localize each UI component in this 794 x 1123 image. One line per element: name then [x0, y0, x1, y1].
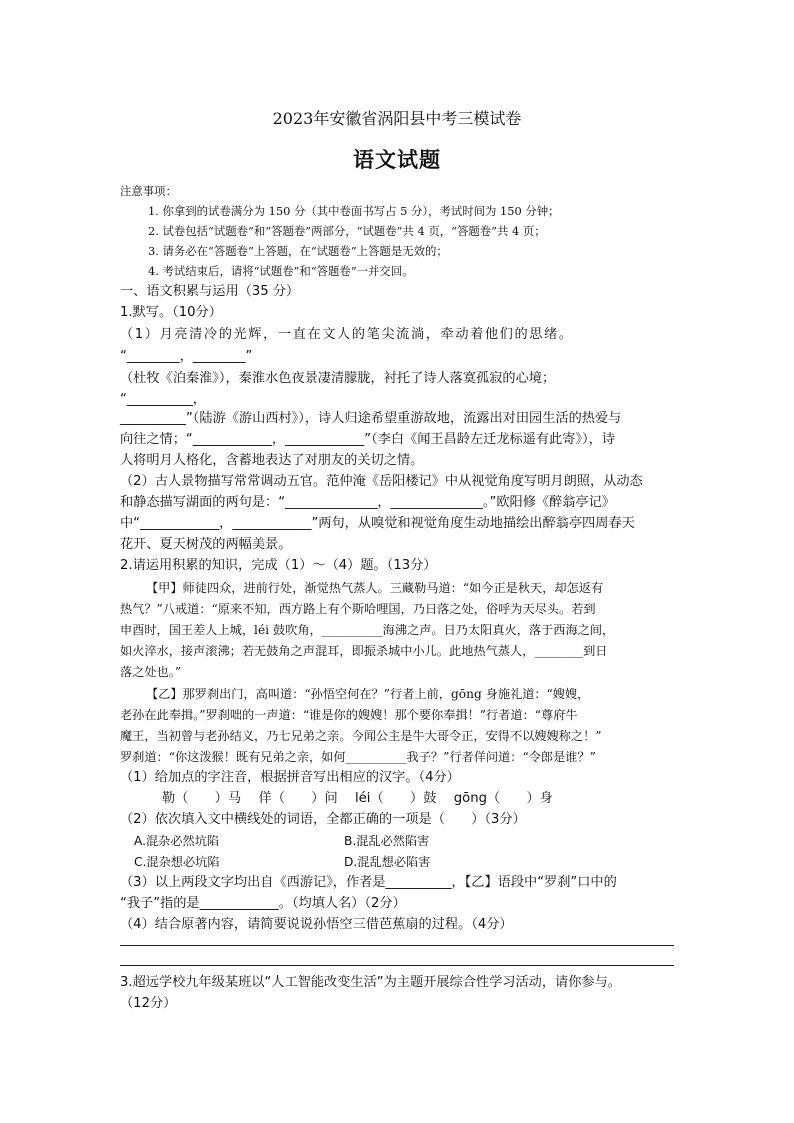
notice-item: 3. 请务必在“答题卷”上答题，在“试题卷”上答题是无效的；: [148, 244, 448, 258]
passage-b-line: 罗刹道：“你这泼猴！既有兄弟之亲，如何__________我子？”行者佯问道：“令郎是谁？”: [120, 750, 596, 764]
passage-a-line: 如火淬水，接声滚沸；若无鼓角之声混耳，即振杀城中小儿。此地热气蒸人，________到日: [120, 644, 608, 658]
passage-b-line: 魔王，当初曾与老孙结义，乃七兄弟之亲。今闻公主是牛大哥令正，安得不以嫂嫂称之！”: [120, 729, 602, 743]
passage-a-line: 热气？”八戒道：“原来不知，西方路上有个斯哈哩国，乃日落之处，俗呼为天尽头。若到: [120, 602, 596, 616]
question-3-title: 3.超远学校九年级某班以“人工智能改变生活”为主题开展综合性学习活动，请你参与。: [120, 975, 621, 990]
exam-title: 2023年安徽省涡阳县中考三模试卷: [272, 109, 522, 128]
q1-line: 和静态描写湖面的两句是：“______________，______________。”欧阳修《醉翁亭记》: [120, 495, 615, 510]
option-d: D.混乱想必陷害: [344, 855, 431, 869]
passage-a-line: 落之处也。”: [120, 665, 182, 679]
notice-item: 2. 试卷包括“试题卷”和“答题卷”两部分，“试题卷”共 4 页，“答题卷”共 4 页；: [148, 224, 546, 238]
q2-sub3: （3）以上两段文字均出自《西游记》，作者是__________，【乙】语段中“罗刹”口中的: [120, 875, 617, 890]
section-heading: 一、语文积累与运用（35 分）: [120, 284, 300, 299]
q1-line: 人将明月人格化，含蓄地表达了对朋友的关切之情。: [120, 453, 424, 468]
q1-line: 花开、夏天树茂的两幅美景。: [120, 537, 292, 552]
notice-item: 4. 考试结束后，请将“试题卷”和“答题卷”一并交回。: [148, 264, 414, 278]
q1-line: （杜牧《泊秦淮》），秦淮水色夜景凄清朦胧，衬托了诗人落寞孤寂的心境；: [120, 371, 556, 386]
q1-line: 中“____________，____________”两句，从嗅觉和视觉角度生动地描绘出醉翁亭四周春天: [120, 516, 635, 531]
option-a: A.混杂必然坑陷: [134, 834, 220, 848]
q1-line: __________”（陆游《游山西村》），诗人归途希望重游故地，流露出对田园生活的热爱与: [120, 411, 622, 426]
option-c: C.混杂想必坑陷: [134, 855, 220, 869]
passage-b-line: 【乙】那罗刹出门，高叫道：“孙悟空何在？”行者上前，gōng 身施礼道：“嫂嫂，: [146, 687, 590, 701]
q2-sub1: （1）给加点的字注音，根据拼音写出相应的汉字。（4分）: [120, 770, 460, 785]
q2-sub3: “我子”指的是____________。（均填人名）（2分）: [120, 896, 406, 911]
passage-a-line: 申酉时，国王差人上城，léi 鼓吹角，__________海沸之声。日乃太阳真火，落于西海之间，: [120, 623, 615, 637]
answer-line: [120, 965, 674, 966]
answer-line: [120, 945, 674, 946]
q2-sub4: （4）结合原著内容，请简要说说孙悟空三借芭蕉扇的过程。（4分）: [120, 917, 513, 932]
q1-line: “________，________”: [120, 349, 253, 364]
option-b: B.混乱必然陷害: [344, 834, 430, 848]
question-3-title: （12分）: [120, 996, 177, 1011]
q1-line: “__________，: [120, 392, 206, 407]
question-1-title: 1.默写。（10分）: [120, 305, 222, 320]
q1-line: 向往之情；“____________，____________”（李白《闻王昌龄左迁龙标遥有此寄》），诗: [120, 432, 615, 447]
notice-item: 1. 你拿到的试卷满分为 150 分（其中卷面书写占 5 分），考试时间为 150 分钟；: [148, 204, 560, 218]
q2-sub1-answer: 勒（ ）马 佯（ ）问 léi（ ）鼓 gōng（ ）身: [162, 791, 553, 806]
q1-line: （2）古人景物描写常常调动五官。范仲淹《岳阳楼记》中从视觉角度写明月朗照，从动态: [120, 474, 643, 489]
subject-title: 语文试题: [353, 148, 441, 172]
passage-a-line: 【甲】师徒四众，进前行处，渐觉热气蒸人。三藏勒马道：“如今正是秋天，却怎返有: [146, 581, 604, 595]
q2-sub2: （2）依次填入文中横线处的词语，全都正确的一项是（ ）（3分）: [120, 812, 526, 827]
notice-heading: 注意事项：: [120, 184, 177, 198]
question-2-title: 2.请运用积累的知识，完成（1）～（4）题。（13分）: [120, 558, 437, 573]
passage-b-line: 老孙在此奉揖。”罗刹咄的一声道：“谁是你的嫂嫂！那个要你奉揖！”行者道：“尊府牛: [120, 708, 578, 722]
q1-line: （1）月亮清冷的光辉，一直在文人的笔尖流淌，牵动着他们的思绪。: [120, 327, 574, 342]
